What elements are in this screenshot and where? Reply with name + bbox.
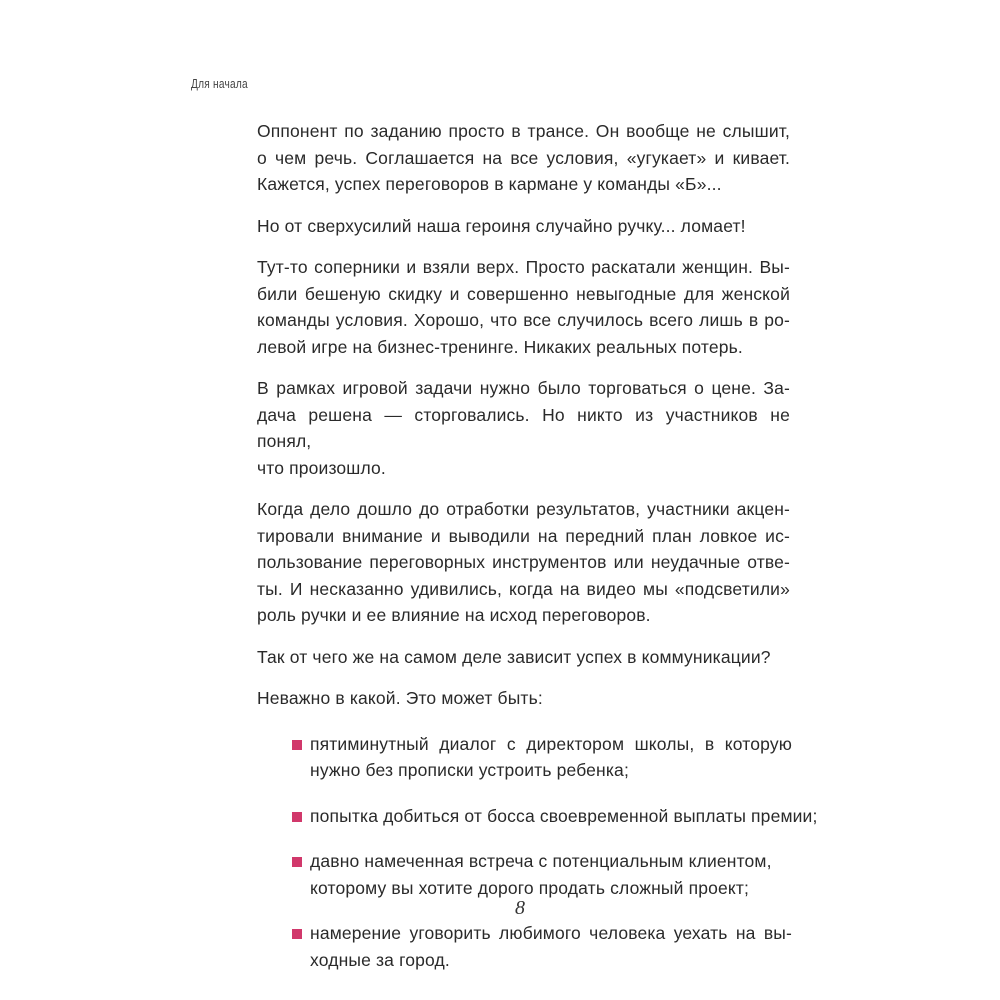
paragraph xyxy=(257,496,790,629)
text-line: Тут-то соперники и взяли верх. Просто раскатали женщин. Вы- xyxy=(257,257,790,277)
text-line: Так от чего же на самом деле зависит успех в коммуникации? xyxy=(257,646,771,667)
text-line: ходные за город. xyxy=(310,949,450,970)
body-text xyxy=(257,118,818,992)
list-item xyxy=(257,848,792,901)
text-line: ты. И несказанно удивились, когда на видео мы «подсветили» xyxy=(257,578,790,599)
paragraph xyxy=(257,118,790,198)
text-line: нужно без прописки устроить ребенка; xyxy=(310,760,629,780)
text-line: роль ручки и ее влияние на исход переговоров. xyxy=(257,605,651,625)
paragraph xyxy=(257,213,790,240)
bullet-square-icon xyxy=(292,929,302,939)
list-item xyxy=(257,731,792,784)
paragraph xyxy=(257,375,790,481)
paragraph xyxy=(257,254,790,360)
bullet-square-icon xyxy=(292,857,302,867)
bullet-square-icon xyxy=(292,812,302,822)
list-item-text xyxy=(292,920,792,973)
list-item xyxy=(257,803,818,830)
text-line: били бешеную скидку и совершенно невыгодные для женской xyxy=(257,283,790,304)
text-line: тировали внимание и выводили на передний план ловкое ис- xyxy=(257,525,790,546)
text-line: команды условия. Хорошо, что все случилось всего лишь в ро- xyxy=(257,310,790,330)
text-line: левой игре на бизнес-тренинге. Никаких реальных потерь. xyxy=(257,336,743,357)
text-line: что произошло. xyxy=(257,457,386,478)
text-line: В рамках игровой задачи нужно было торговаться о цене. За- xyxy=(257,378,790,398)
list-item-text xyxy=(292,803,818,830)
list-item-text xyxy=(292,848,792,901)
list-item-text xyxy=(292,731,792,784)
text-line: Но от сверхусилий наша героиня случайно ручку... ломает! xyxy=(257,215,746,236)
text-line: Оппонент по заданию просто в трансе. Он вообще не слышит, xyxy=(257,121,790,141)
text-line: Когда дело дошло до отработки результатов, участники акцен- xyxy=(257,499,790,519)
paragraph xyxy=(257,685,790,712)
paragraph xyxy=(257,644,790,671)
text-line: попытка добиться от босса своевременной выплаты премии; xyxy=(310,805,818,826)
list-item xyxy=(257,920,792,973)
text-line: Неважно в какой. Это может быть: xyxy=(257,688,543,708)
text-line: Кажется, успех переговоров в кармане у команды «Б»... xyxy=(257,174,722,194)
text-line: дача решена — сторговались. Но никто из участников не понял, xyxy=(257,404,790,451)
running-header: Для начала xyxy=(191,76,248,91)
bullet-square-icon xyxy=(292,740,302,750)
bullet-list xyxy=(257,731,818,974)
text-line: о чем речь. Соглашается на все условия, «угукает» и кивает. xyxy=(257,147,790,168)
text-line: которому вы хотите дорого продать сложный проект; xyxy=(310,877,750,898)
text-line: давно намеченная встреча с потенциальным клиентом, xyxy=(310,851,772,871)
text-line: намерение уговорить любимого человека уехать на вы- xyxy=(310,923,792,943)
text-line: пятиминутный диалог с директором школы, в которую xyxy=(310,733,792,754)
text-line: пользование переговорных инструментов или неудачные отве- xyxy=(257,552,790,572)
page-number: 8 xyxy=(515,897,525,919)
